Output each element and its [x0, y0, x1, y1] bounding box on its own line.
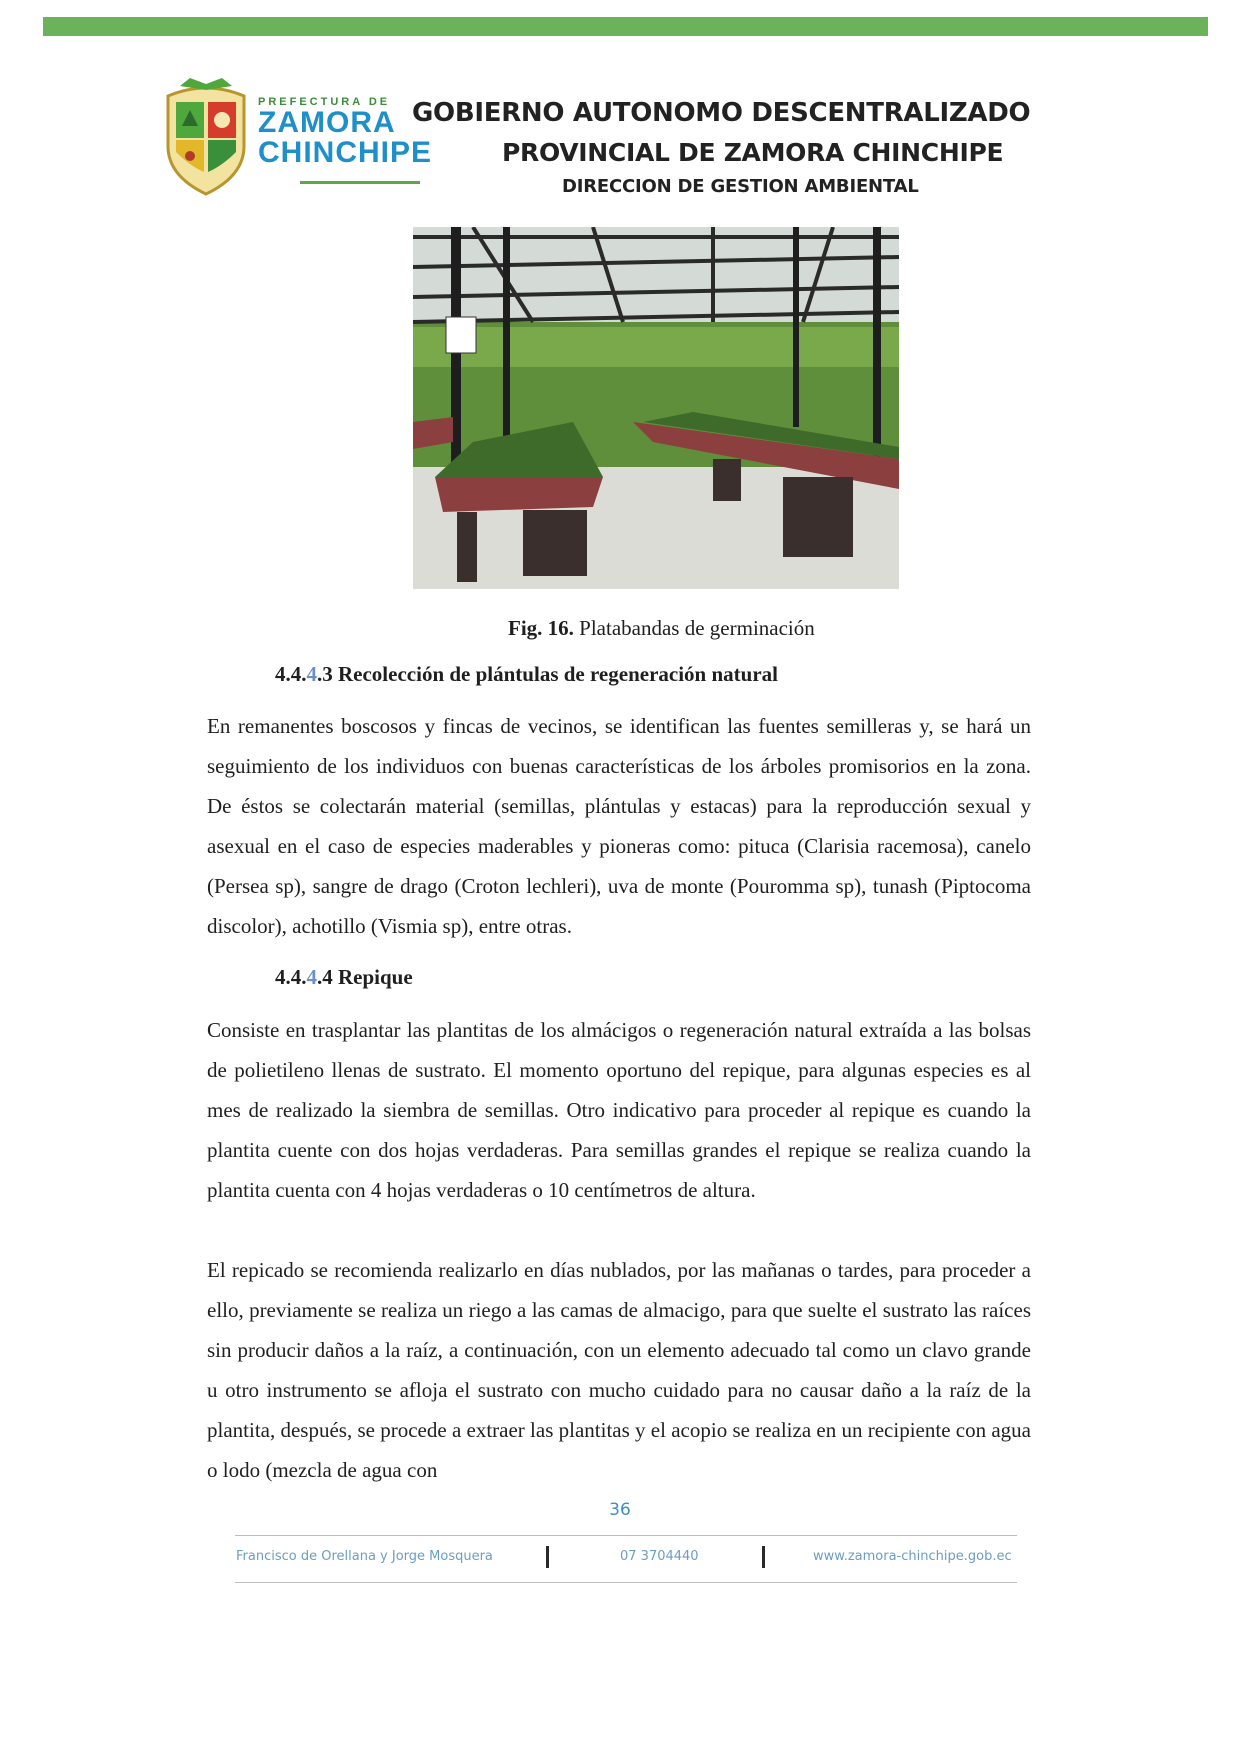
footer-divider-top — [235, 1535, 1017, 1536]
footer-divider-bottom — [235, 1582, 1017, 1583]
footer-website: www.zamora-chinchipe.gob.ec — [813, 1549, 1012, 1564]
page-number: 36 — [609, 1500, 631, 1520]
paragraph: Consiste en trasplantar las plantitas de los almácigos o regeneración natural extraída a las bolsas de polietileno llenas de sustrato. El momento oportuno del repique, para algunas especies es al mes de realizado la siembra de semillas. Otro indicativo para proceder al repique es cuando la plantita cuente con dos hojas verdaderas. Para semillas grandes el repique se realiza cuando la plantita cuenta con 4 hojas verdaderas o 10 centímetros de altura. — [207, 1018, 1031, 1202]
paragraph: En remanentes boscosos y fincas de vecinos, se identifican las fuentes semilleras y, se hará un seguimiento de los individuos con buenas características de los árboles promisorios en la zona. De éstos se colectarán material (semillas, plántulas y estacas) para la reproducción sexual y asexual en el caso de especies maderables y pioneras como: pituca (Clarisia racemosa), canelo (Persea sp), sangre de drago (Croton lechleri), uva de monte (Pouromma sp), tunash (Piptocoma discolor), achotillo (Vismia sp), entre otras. — [207, 714, 1031, 938]
section-heading-prefix: 4.4. — [275, 965, 307, 989]
footer-separator — [762, 1546, 765, 1568]
figure-caption-text: Platabandas de germinación — [573, 616, 815, 640]
section-heading-highlight: 4 — [306, 662, 317, 686]
header-title-line-1: GOBIERNO AUTONOMO DESCENTRALIZADO — [412, 98, 1031, 128]
brand-prefix: PREFECTURA DE — [258, 96, 391, 108]
figure-caption — [508, 616, 815, 641]
paragraph: El repicado se recomienda realizarlo en días nublados, por las mañanas o tardes, para proceder a ello, previamente se realiza un riego a las camas de almacigo, para que suelte el sustrato las raíces sin producir daños a la raíz, a continuación, con un elemento adecuado tal como un clavo grande u otro instrumento se afloja el sustrato con mucho cuidado para no causar daño a la raíz de la plantita, después, se procede a extraer las plantitas y el acopio se realiza en un recipiente con agua o lodo (mezcla de agua con — [207, 1258, 1031, 1482]
footer-separator — [546, 1546, 549, 1568]
section-heading-rest: .3 Recolección de plántulas de regeneración natural — [317, 662, 778, 686]
section-heading-prefix: 4.4. — [275, 662, 307, 686]
document-header — [160, 76, 1060, 206]
section-heading-highlight: 4 — [306, 965, 317, 989]
section-heading-4-4-4-4 — [275, 965, 413, 990]
figure-caption-label: Fig. 16. — [508, 616, 574, 640]
header-title-line-3: DIRECCION DE GESTION AMBIENTAL — [562, 176, 919, 197]
section-heading-rest: .4 Repique — [317, 965, 413, 989]
germination-beds-photo — [413, 227, 899, 589]
section-heading-4-4-4-3 — [275, 662, 778, 687]
footer-address: Francisco de Orellana y Jorge Mosquera — [236, 1549, 493, 1564]
footer-phone: 07 3704440 — [620, 1549, 699, 1564]
brand-line-2: CHINCHIPE — [258, 136, 433, 169]
brand-wordmark — [258, 96, 432, 168]
prefecture-shield-logo — [160, 76, 252, 198]
header-title-line-2: PROVINCIAL DE ZAMORA CHINCHIPE — [502, 138, 1004, 167]
brand-underline — [300, 181, 420, 184]
brand-line-1: ZAMORA — [258, 106, 396, 139]
top-color-bar — [43, 17, 1208, 36]
